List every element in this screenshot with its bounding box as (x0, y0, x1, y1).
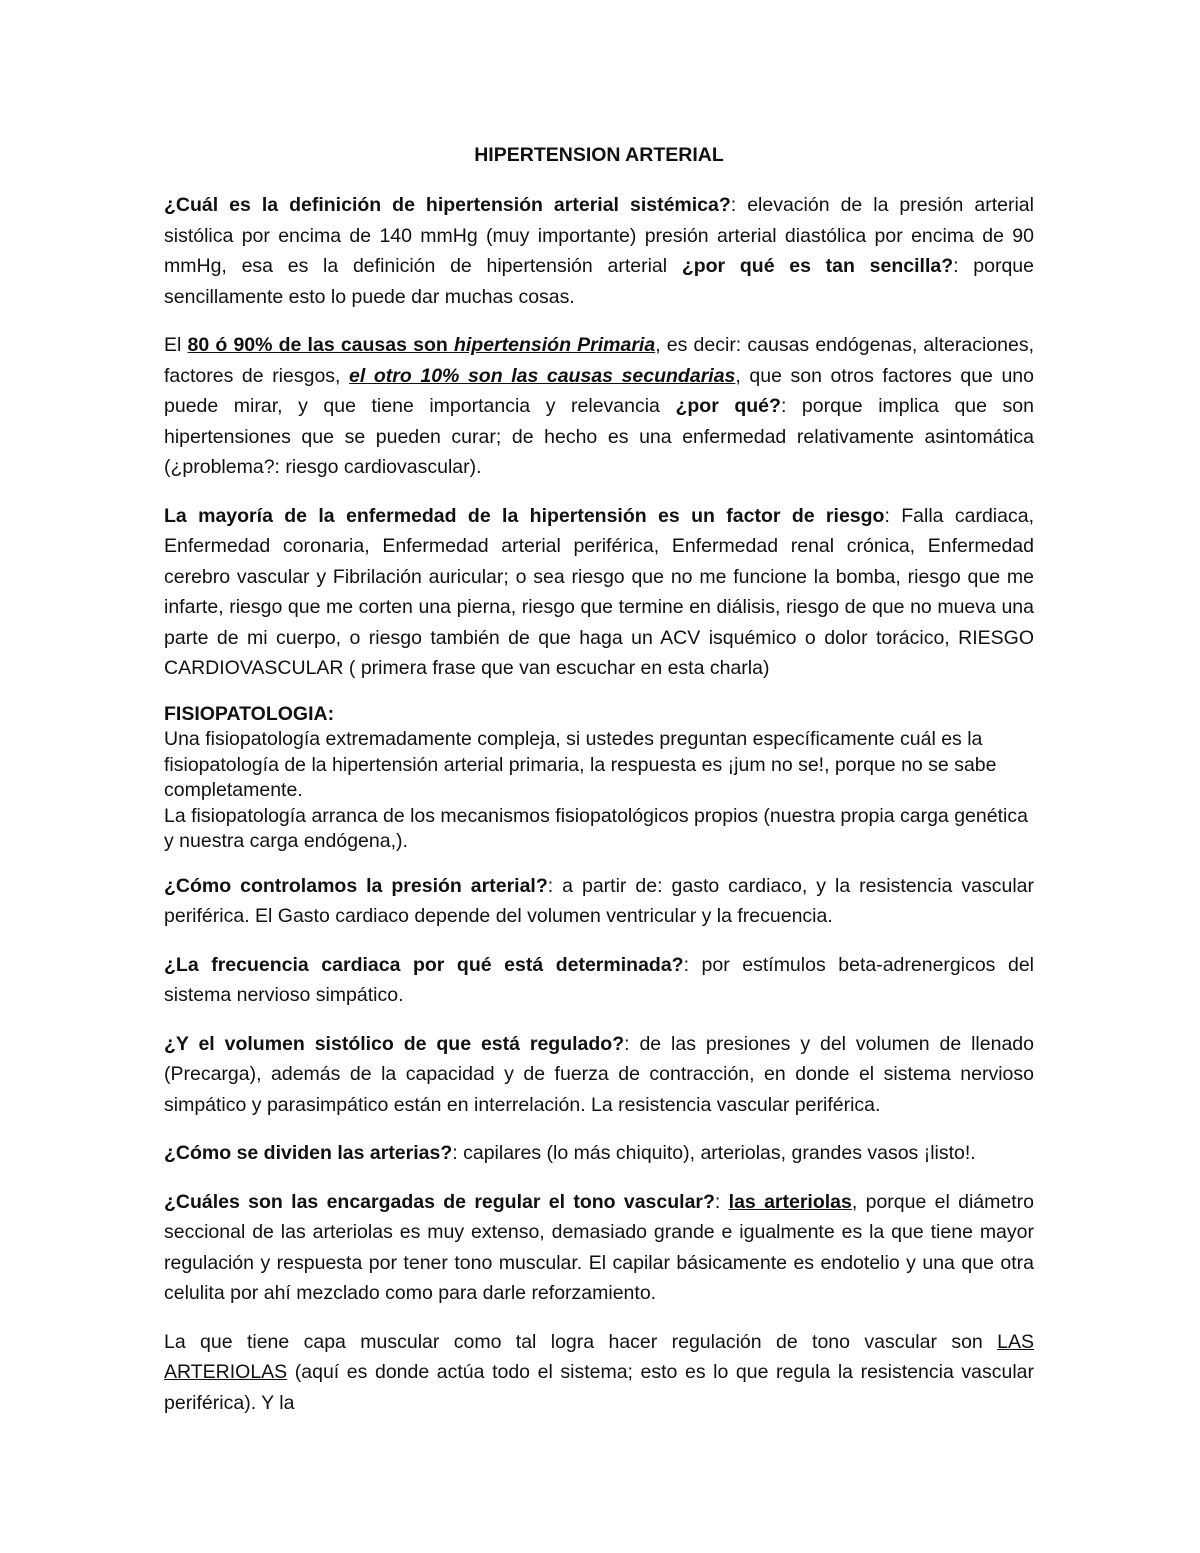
text-segment: La que tiene capa muscular como tal logra hacer regulación de tono vascular son (164, 1330, 998, 1353)
risk-factor-details: : Falla cardiaca, Enfermedad coronaria, Enfermedad arterial periférica, Enfermedad renal crónica, Enfermedad cerebro vascular y Fibrilación auricular; o sea riesgo que no me funcione la bomba, riesgo que me infarte, riesgo que me corten una pierna, riesgo que termine en diálisis, riesgo de que no mueva una parte de mi cuerpo, o riesgo también de que haga un ACV isquémico o dolor torácico, RIESGO CARDIOVASCULAR ( primera frase que van escuchar en esta charla) (164, 504, 1034, 679)
paragraph-stroke-volume (164, 1029, 1034, 1121)
question-definition: ¿Cuál es la definición de hipertensión arterial sistémica? (164, 194, 731, 216)
underlined-las-arteriolas: LAS ARTERIOLAS (164, 1330, 1034, 1383)
underlined-primary-causes (188, 334, 656, 356)
paragraph-causes (164, 330, 1034, 483)
text-segment: hipertensión Primaria (453, 334, 656, 356)
section-heading: FISIOPATOLOGIA: (164, 702, 335, 725)
paragraph-blood-pressure-control (164, 871, 1034, 932)
paragraph-muscular-layer (164, 1327, 1034, 1419)
answer-control: : a partir de: gasto cardiaco, y la resistencia vascular periférica. El Gasto cardiaco depende del volumen ventricular y la frecuencia. (164, 874, 1034, 927)
question-heart-rate: ¿La frecuencia cardiaca por qué está determinada? (164, 953, 684, 976)
question-vascular-tone: ¿Cuáles son las encargadas de regular el tono vascular? (164, 1190, 715, 1213)
text-segment: , que son otros factores que uno puede mirar, y que tiene importancia y relevancia (164, 364, 1034, 417)
fisio-line-1: Una fisiopatología extremadamente compleja, si ustedes preguntan específicamente cuál es la fisiopatología de la hipertensión arterial primaria, la respuesta es ¡jum no se!, porque no se sabe completamente. (164, 728, 997, 801)
paragraph-definition (164, 190, 1034, 312)
question-why: ¿por qué? (675, 395, 781, 417)
paragraph-arteries (164, 1138, 1034, 1169)
question-arteries: ¿Cómo se dividen las arterias? (164, 1142, 453, 1164)
answer-definition: : elevación de la presión arterial sistólica por encima de 140 mmHg (muy importante) presión arterial diastólica por encima de 90 mmHg, esa es la definición de hipertensión arterial (164, 194, 1034, 277)
answer-heart-rate: : por estímulos beta-adrenergicos del sistema nervioso simpático. (164, 953, 1034, 1006)
document-title: HIPERTENSION ARTERIAL (474, 144, 724, 166)
answer-stroke-volume: : de las presiones y del volumen de llenado (Precarga), además de la capacidad y de fuerza de contracción, en donde el sistema nervioso simpático y parasimpático están en interrelación. La resistencia vascular periférica. (164, 1032, 1034, 1116)
answer-simple: : porque sencillamente esto lo puede dar muchas cosas. (164, 255, 1034, 308)
underlined-arteriolas: las arteriolas (728, 1190, 852, 1213)
text-segment: El (164, 334, 188, 356)
question-simple: ¿por qué es tan sencilla? (681, 255, 954, 277)
risk-factor-statement: La mayoría de la enfermedad de la hipertensión es un factor de riesgo (164, 504, 885, 527)
fisio-line-2: La fisiopatología arranca de los mecanismos fisiopatológicos propios (nuestra propia carga genética y nuestra carga endógena,). (164, 804, 1028, 852)
paragraph-risk-factor (164, 501, 1034, 684)
text-segment: (aquí es donde actúa todo el sistema; esto es lo que regula la resistencia vascular periférica). Y la (164, 1361, 1034, 1414)
paragraph-vascular-tone (164, 1187, 1034, 1309)
text-segment: , porque el diámetro seccional de las arteriolas es muy extenso, demasiado grande e igualmente es la que tiene mayor regulación y respuesta por tener tono muscular. El capilar básicamente es endotelio y una que otra celulita por ahí mezclado como para darle reforzamiento. (164, 1190, 1034, 1304)
underlined-secondary-causes: el otro 10% son las causas secundarias (349, 364, 736, 387)
text-segment: , es decir: causas endógenas, alteraciones, factores de riesgos, (164, 334, 1034, 387)
section-fisiopatologia (164, 702, 1034, 855)
question-stroke-volume: ¿Y el volumen sistólico de que está regulado? (164, 1032, 625, 1055)
answer-arteries: : capilares (lo más chiquito), arteriolas, grandes vasos ¡listo!. (452, 1142, 976, 1164)
question-control: ¿Cómo controlamos la presión arterial? (164, 874, 548, 897)
text-segment: : porque implica que son hipertensiones que se pueden curar; de hecho es una enfermedad relativamente asintomática (¿problema?: riesgo cardiovascular). (164, 395, 1034, 478)
text-segment: 80 ó 90% de las causas son (187, 334, 454, 356)
paragraph-heart-rate (164, 950, 1034, 1011)
text-segment: : (714, 1190, 729, 1213)
